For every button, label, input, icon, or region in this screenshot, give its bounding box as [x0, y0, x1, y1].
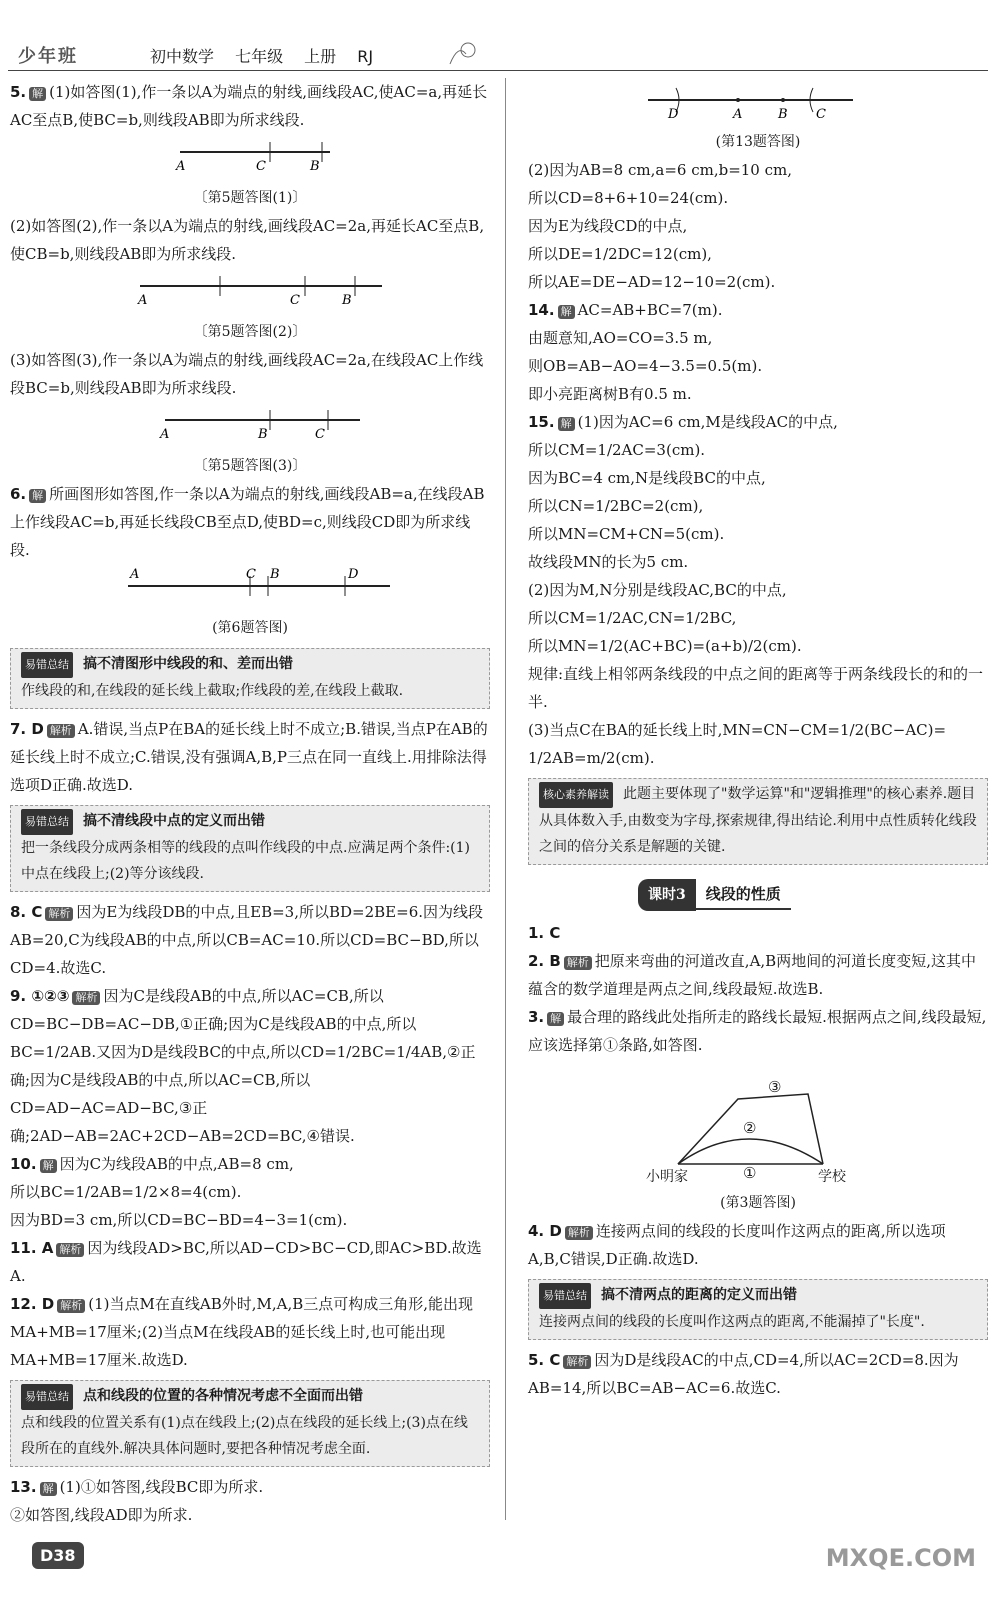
left-box3-label: 易错总结 [21, 1384, 73, 1410]
svg-text:B: B [778, 107, 788, 122]
right-r3-num: 3. [528, 1008, 545, 1026]
left-q9-text: 因为C是线段AB的中点,所以AC=CB,所以CD=BC−DB=AC−DB,①正确;因为C是线段AB的中点,所以BC=1/2AB.又因为D是线段BC的中点,所以CD=1/2BC=1/4AB,②正确;因为C是线段AB的中点,所以AC=CB,所以CD=AD−AC=AD−BC,③正确;2AD−AB=2AC+2CD−AB=2CD=BC,④错误. [10, 987, 476, 1145]
right-q15-lines-0: (1)因为AC=6 cm,M是线段AC的中点, [577, 413, 838, 431]
svg-text:B: B [342, 293, 352, 308]
q5-part3: (3)如答图(3),作一条以A为端点的射线,画线段AC=2a,在线段AC上作线段BC=b,则线段AB即为所求线段. [10, 351, 484, 397]
left-q6-num: 6. [10, 485, 27, 503]
lesson-heading [638, 879, 791, 911]
left-box2-title: 搞不清线段中点的定义而出错 [83, 813, 265, 829]
right-lesson-badge: 课时3 [638, 879, 696, 911]
left-q8-num: 8. C [10, 903, 43, 921]
left-q6-text: 所画图形如答图,作一条以A为端点的射线,画线段AB=a,在线段AB上作线段AC=b,再延长线段CB至点D,使BD=c,则线段CD即为所求线段. [10, 485, 485, 559]
q5-caption-2: 〔第5题答图(2)〕 [193, 324, 307, 340]
right-r4-num: 4. D [528, 1222, 562, 1240]
r4-text [528, 1217, 988, 1273]
right-fig3-left: 小明家 [646, 1169, 688, 1185]
left-q13-num: 13. [10, 1478, 37, 1496]
right-box5-title: 搞不清两点的距离的定义而出错 [601, 1287, 797, 1303]
q5-part1 [10, 78, 490, 134]
left-q12-text: (1)当点M在直线AB外时,M,A,B三点可构成三角形,能出现MA+MB=17厘米;(2)当点M在线段AB的延长线上时,也可能出现MA+MB=17厘米.故选D. [10, 1295, 474, 1369]
q9-text [10, 982, 490, 1150]
q15-line4: 所以CN=1/2BC=2(cm), [528, 497, 704, 515]
left-q12-num: 12. D [10, 1295, 55, 1313]
r3-figure [528, 1059, 988, 1189]
page-header [0, 0, 996, 80]
mascot-icon [448, 40, 478, 66]
svg-text:B: B [258, 427, 268, 442]
q10-line2: 所以BC=1/2AB=1/2×8=4(cm). [10, 1183, 242, 1201]
left-q7-text: A.错误,当点P在BA的延长线上时不成立;B.错误,当点P在AB的延长线上时不成立;C.错误,没有强调A,B,P三点在同一直线上.用排除法得选项D正确.故选D. [10, 720, 488, 794]
core-literacy-box [528, 778, 988, 865]
q13-line1 [10, 1473, 490, 1501]
left-q11-tag: 解析 [56, 1243, 84, 1257]
q10-line3: 因为BD=3 cm,所以CD=BC−BD=4−3=1(cm). [10, 1211, 348, 1229]
right-r4-text: 连接两点间的线段的长度叫作这两点的距离,所以选项A,B,C错误,D正确.故选D. [528, 1222, 946, 1268]
q5-caption-1: 〔第5题答图(1)〕 [193, 190, 307, 206]
svg-text:D: D [348, 567, 359, 582]
right-lesson-title: 线段的性质 [696, 880, 791, 910]
q14-line4: 即小亮距离树B有0.5 m. [528, 385, 692, 403]
q6-caption: (第6题答图) [212, 620, 288, 636]
svg-text:A: A [138, 293, 148, 308]
q13-figure [528, 78, 988, 128]
right-box5-label: 易错总结 [539, 1283, 591, 1309]
left-q5-p1: (1)如答图(1),作一条以A为端点的射线,画线段AC,使AC=a,再延长AC至点B,使BC=b,则线段AB即为所求线段. [10, 83, 488, 129]
left-column [10, 78, 490, 1529]
right-r1-num: 1. C [528, 924, 561, 942]
left-box2-text: 把一条线段分成两条相等的线段的点叫作线段的中点.应满足两个条件:(1)中点在线段上;(2)等分该线段. [21, 840, 470, 882]
right-r5-text: 因为D是线段AC的中点,CD=4,所以AC=2CD=8.因为AB=14,所以BC=AB−AC=6.故选C. [528, 1351, 959, 1397]
right-r5-num: 5. C [528, 1351, 561, 1369]
q14-line1 [528, 296, 988, 324]
r3-text [528, 1003, 988, 1059]
page-number: D38 [32, 1542, 84, 1569]
right-q14-tag: 解 [558, 305, 575, 319]
error-summary-box-3 [10, 1380, 490, 1467]
q6-figure [10, 564, 490, 614]
r5-text [528, 1346, 988, 1402]
header-rule [8, 70, 988, 71]
right-fig3-r2: ② [743, 1119, 757, 1137]
svg-text:B: B [270, 567, 280, 582]
q6-text [10, 480, 490, 564]
left-q10-tag: 解 [40, 1159, 57, 1173]
q15-line8: 所以CM=1/2AC,CN=1/2BC, [528, 609, 737, 627]
svg-text:A: A [130, 567, 140, 582]
right-column [528, 78, 988, 1402]
q14-line3: 则OB=AB−AO=4−3.5=0.5(m). [528, 357, 763, 375]
subject-title: 初中数学 七年级 上册 RJ [150, 47, 374, 66]
svg-text:A: A [176, 159, 186, 174]
left-box1-text: 作线段的和,在线段的延长线上截取;作线段的差,在线段上截取. [21, 683, 404, 699]
q8-text [10, 898, 490, 982]
q12-text [10, 1290, 490, 1374]
right-r5-tag: 解析 [563, 1355, 591, 1369]
series-logo: 少年班 [18, 46, 78, 67]
q5-figure-3 [10, 402, 490, 452]
left-q11-text: 因为线段AD>BC,所以AD−CD>BC−CD,即AC>BD.故选A. [10, 1239, 482, 1285]
q13-caption: (第13题答图) [715, 134, 801, 150]
left-box3-title: 点和线段的位置的各种情况考虑不全面而出错 [83, 1388, 363, 1404]
left-box1-label: 易错总结 [21, 652, 73, 678]
error-summary-box-5 [528, 1279, 988, 1340]
right-box4-text: 此题主要体现了"数学运算"和"逻辑推理"的核心素养.题目从具体数入手,由数变为字母,探索规律,得出结论.利用中点性质转化线段之间的倍分关系是解题的关键. [539, 786, 977, 855]
right-r4-tag: 解析 [565, 1226, 593, 1240]
q13b-line3: 因为E为线段CD的中点, [528, 217, 688, 235]
q15-line1 [528, 408, 988, 436]
q5-part2: (2)如答图(2),作一条以A为端点的射线,画线段AC=2a,再延长AC至点B,使CB=b,则线段AB即为所求线段. [10, 217, 485, 263]
right-r3-text: 最合理的路线此处指所走的路线长最短.根据两点之间,线段最短,应该选择第①条路,如答图. [528, 1008, 987, 1054]
left-q12-tag: 解析 [57, 1299, 85, 1313]
q13b-line5: 所以AE=DE−AD=12−10=2(cm). [528, 273, 776, 291]
q14-line2: 由题意知,AO=CO=3.5 m, [528, 329, 713, 347]
q15-line2: 所以CM=1/2AC=3(cm). [528, 441, 706, 459]
r2-text [528, 947, 988, 1003]
right-r2-num: 2. B [528, 952, 561, 970]
left-q10-num: 10. [10, 1155, 37, 1173]
right-r2-text: 把原来弯曲的河道改直,A,B两地间的河道长度变短,这其中蕴含的数学道理是两点之间,线段最短.故选B. [528, 952, 976, 998]
left-box2-label: 易错总结 [21, 809, 73, 835]
svg-text:A: A [160, 427, 170, 442]
svg-text:C: C [315, 427, 325, 442]
left-q5-tag: 解 [29, 87, 46, 101]
q13-line2: ②如答图,线段AD即为所求. [10, 1506, 193, 1524]
svg-text:A: A [733, 107, 743, 122]
right-r3-tag: 解 [547, 1012, 564, 1026]
right-r2-tag: 解析 [564, 956, 592, 970]
left-q9-tag: 解析 [72, 991, 100, 1005]
q15-line11: (3)当点C在BA的延长线上时,MN=CN−CM=1/2(BC−AC)= [528, 721, 947, 739]
q15-line3: 因为BC=4 cm,N是线段BC的中点, [528, 469, 766, 487]
left-q7-num: 7. D [10, 720, 44, 738]
q15-line6: 故线段MN的长为5 cm. [528, 553, 689, 571]
q13b-line4: 所以DE=1/2DC=12(cm), [528, 245, 712, 263]
q15-line12: 1/2AB=m/2(cm). [528, 749, 655, 767]
left-q13-l1: (1)①如答图,线段BC即为所求. [59, 1478, 264, 1496]
svg-text:C: C [816, 107, 826, 122]
right-fig3-right: 学校 [818, 1169, 846, 1185]
r1-answer [528, 919, 988, 947]
error-summary-box-1 [10, 648, 490, 709]
q7-text [10, 715, 490, 799]
q13b-line1: (2)因为AB=8 cm,a=6 cm,b=10 cm, [528, 161, 793, 179]
right-fig3-r3: ③ [768, 1078, 782, 1096]
q10-line1 [10, 1150, 490, 1178]
q15-line5: 所以MN=CM+CN=5(cm). [528, 525, 725, 543]
svg-text:B: B [310, 159, 320, 174]
q5-figure-2 [10, 268, 490, 318]
left-q8-tag: 解析 [45, 907, 73, 921]
q15-line9: 所以MN=1/2(AC+BC)=(a+b)/2(cm). [528, 637, 802, 655]
left-q8-text: 因为E为线段DB的中点,且EB=3,所以BD=2BE=6.因为线段AB=20,C为线段AB的中点,所以CB=AC=10.所以CD=BC−BD,所以CD=4.故选C. [10, 903, 484, 977]
q11-text [10, 1234, 490, 1290]
svg-text:C: C [290, 293, 300, 308]
page-footer [0, 1530, 996, 1600]
right-box4-label: 核心素养解读 [539, 782, 613, 808]
error-summary-box-2 [10, 805, 490, 892]
column-divider [505, 78, 506, 1520]
left-q5-num: 5. [10, 83, 27, 101]
left-q11-num: 11. A [10, 1239, 54, 1257]
svg-text:C: C [256, 159, 266, 174]
left-box1-title: 搞不清图形中线段的和、差而出错 [83, 656, 293, 672]
right-q15-num: 15. [528, 413, 555, 431]
left-q13-tag: 解 [40, 1482, 57, 1496]
right-q14-lines-0: AC=AB+BC=7(m). [577, 301, 723, 319]
q15-line7: (2)因为M,N分别是线段AC,BC的中点, [528, 581, 787, 599]
left-q9-num: 9. ①②③ [10, 987, 70, 1005]
left-q10-l1: 因为C为线段AB的中点,AB=8 cm, [59, 1155, 294, 1173]
q5-caption-3: 〔第5题答图(3)〕 [193, 458, 307, 474]
svg-text:D: D [668, 107, 679, 122]
r3-caption: (第3题答图) [720, 1195, 796, 1211]
q5-figure-1 [10, 134, 490, 184]
left-q6-tag: 解 [29, 489, 46, 503]
q15-line10: 规律:直线上相邻两条线段的中点之间的距离等于两条线段长的和的一半. [528, 665, 984, 711]
right-q15-tag: 解 [558, 417, 575, 431]
q13b-line2: 所以CD=8+6+10=24(cm). [528, 189, 729, 207]
right-q14-num: 14. [528, 301, 555, 319]
left-q7-tag: 解析 [47, 724, 75, 738]
watermark: MXQE.COM [825, 1544, 976, 1572]
svg-text:C: C [246, 567, 256, 582]
right-box5-text: 连接两点间的线段的长度叫作这两点的距离,不能漏掉了"长度". [539, 1314, 925, 1330]
right-fig3-r1: ① [743, 1164, 757, 1182]
left-box3-text: 点和线段的位置关系有(1)点在线段上;(2)点在线段的延长线上;(3)点在线段所在的直线外.解决具体问题时,要把各种情况考虑全面. [21, 1415, 468, 1457]
